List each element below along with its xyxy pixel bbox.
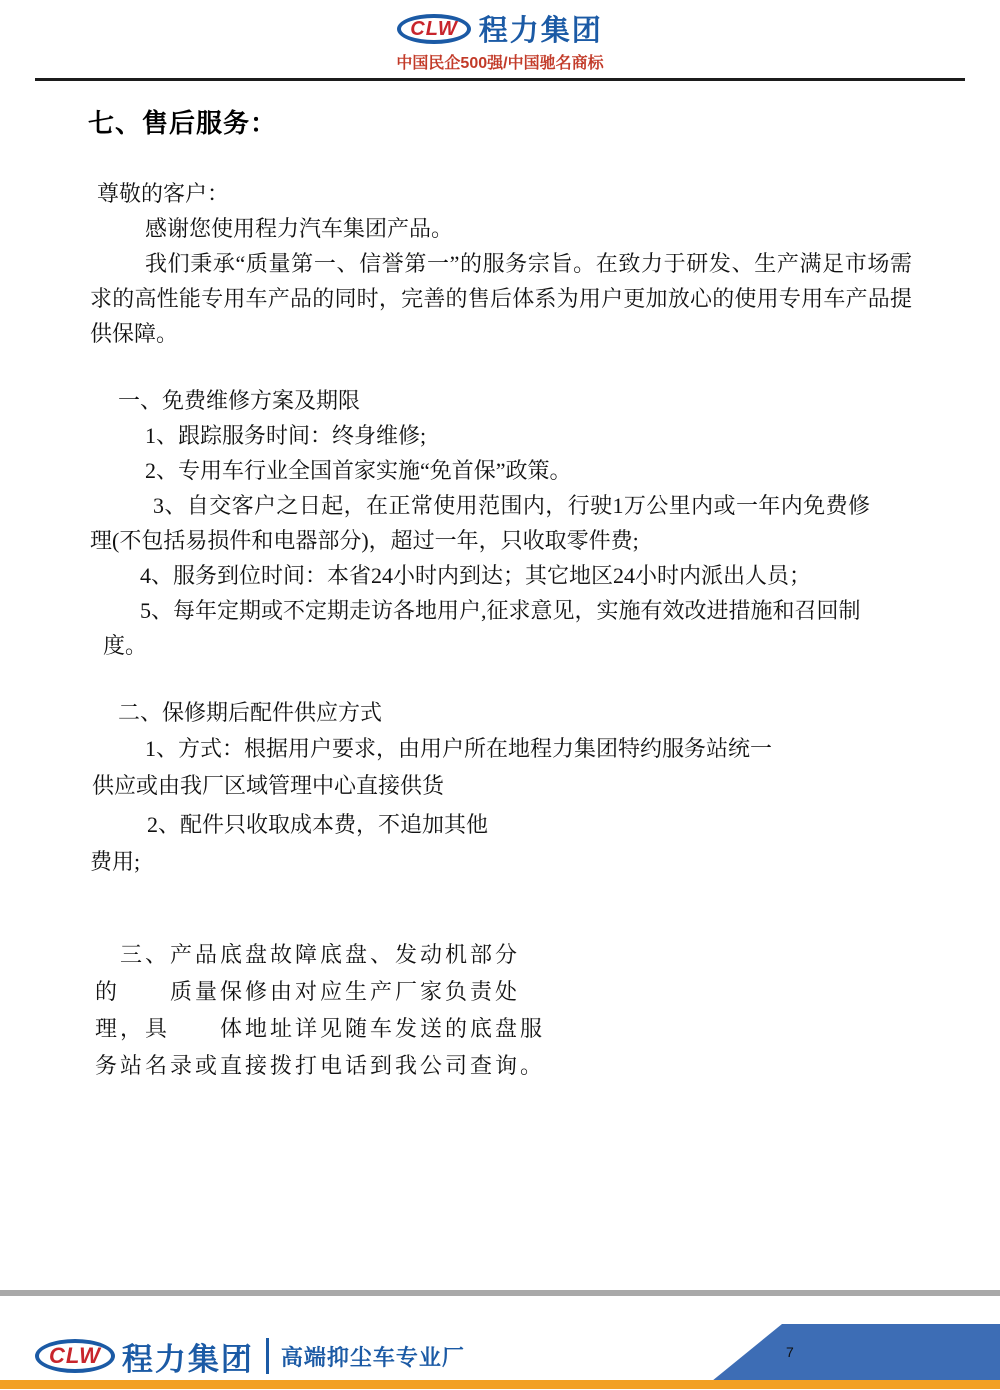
footer-brand-name: 程力集团 bbox=[121, 1341, 254, 1377]
footer-logo bbox=[35, 1332, 465, 1380]
section1-item-1: 1、跟踪服务时间：终身维修; bbox=[145, 423, 427, 448]
section3-line: 理，具 体地址详见随车发送的底盘服 bbox=[95, 1016, 546, 1041]
document-body bbox=[90, 176, 912, 1084]
section2-item-2: 2、配件只收取成本费，不追加其他费用; bbox=[90, 812, 489, 874]
header-tagline: 中国民企500强/中国驰名商标 bbox=[396, 55, 604, 72]
clw-logo-icon: CLW bbox=[35, 1339, 115, 1373]
header-brand-name: 程力集团 bbox=[478, 15, 603, 47]
footer-gray-rule bbox=[0, 1290, 1000, 1296]
thanks-line: 感谢您使用程力汽车集团产品。 bbox=[145, 216, 454, 241]
page-header bbox=[0, 0, 1000, 81]
footer-blue-band bbox=[700, 1324, 1000, 1381]
section3-paragraph bbox=[90, 936, 912, 1084]
footer-tagline: 高端抑尘车专业厂 bbox=[280, 1344, 465, 1370]
intro-paragraph: 我们秉承“质量第一、信誉第一”的服务宗旨。在致力于研发、生产满足市场需求的高性能专用车产品的同时，完善的售后体系为用户更加放心的使用专用车产品提供保障。 bbox=[90, 251, 912, 346]
section2-heading: 二、保修期后配件供应方式 bbox=[118, 700, 383, 725]
section1-item-4: 4、服务到位时间：本省24小时内到达；其它地区24小时内派出人员； bbox=[140, 563, 812, 588]
section1-heading: 一、免费维修方案及期限 bbox=[118, 388, 361, 413]
clw-logo-icon: CLW bbox=[397, 14, 470, 44]
section3-line: 的 质量保修由对应生产厂家负责处 bbox=[95, 979, 521, 1004]
section3-line: 三、产品底盘故障底盘、发动机部分 bbox=[120, 942, 521, 967]
section3-line: 务站名录或直接拨打电话到我公司查询。 bbox=[95, 1053, 546, 1078]
footer-orange-bar bbox=[0, 1380, 1000, 1389]
section1-item-2: 2、专用车行业全国首家实施“免首保”政策。 bbox=[145, 458, 572, 483]
page-number: 7 bbox=[786, 1344, 794, 1360]
salutation: 尊敬的客户： bbox=[97, 181, 230, 206]
footer-logo-divider bbox=[266, 1338, 269, 1374]
section1-item-5: 5、每年定期或不定期走访各地用户,征求意见，实施有效改进措施和召回制度。 bbox=[103, 598, 861, 658]
header-logo bbox=[0, 8, 1000, 49]
section1-item-3: 3、自交客户之日起，在正常使用范围内，行驶1万公里内或一年内免费修理(不包括易损件和电器部分)，超过一年，只收取零件费; bbox=[90, 493, 870, 553]
header-rule bbox=[35, 78, 965, 81]
section2-item-1: 1、方式：根据用户要求，由用户所在地程力集团特约服务站统一供应或由我厂区域管理中心直接供货 bbox=[92, 736, 773, 798]
page-title: 七、售后服务： bbox=[88, 108, 278, 138]
